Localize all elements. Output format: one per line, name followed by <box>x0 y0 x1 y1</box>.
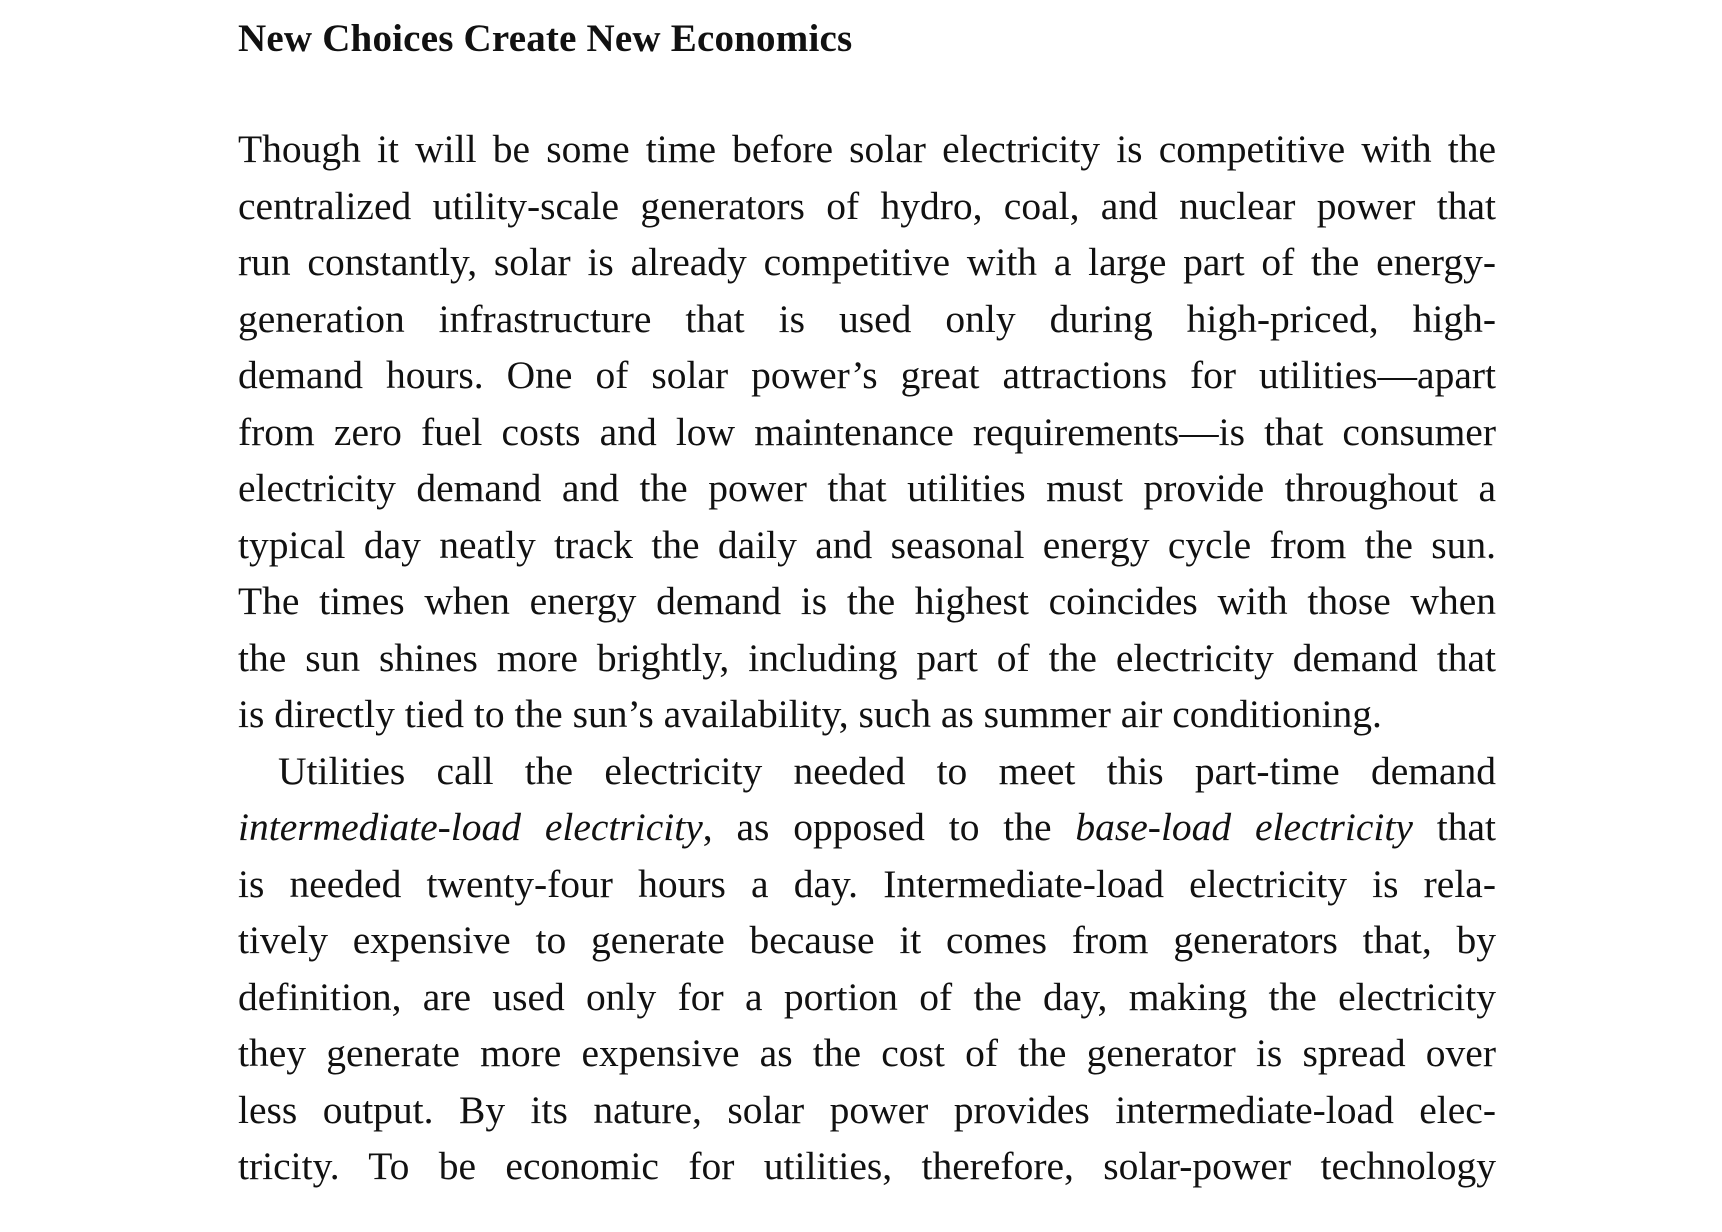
paragraph-1-line: electricity demand and the power that utilities must provide throughout a <box>238 466 1496 510</box>
paragraph-1-line: run constantly, solar is already competitive with a large part of the energy- <box>238 240 1496 284</box>
paragraph-2-text: that <box>1412 805 1496 849</box>
paragraph-1-line: demand hours. One of solar power’s great attractions for utilities—apart <box>238 353 1496 397</box>
paragraph-1-line: is directly tied to the sun’s availability, such as summer air conditioning. <box>238 692 1382 736</box>
paragraph-2-line <box>238 799 1496 856</box>
paragraph-1-line: The times when energy demand is the highest coincides with those when <box>238 579 1496 623</box>
term-intermediate-load: intermediate-load electricity <box>238 805 703 849</box>
paragraph-1-line: generation infrastructure that is used only during high-priced, high- <box>238 296 1496 341</box>
document-page <box>238 0 1496 1195</box>
paragraph-2 <box>238 743 1496 1195</box>
paragraph-1-line: typical day neatly track the daily and seasonal energy cycle from the sun. <box>238 522 1496 567</box>
term-base-load: base-load electricity <box>1075 805 1413 849</box>
paragraph-2-line: Utilities call the electricity needed to meet this part-time demand <box>278 748 1496 793</box>
paragraph-1-line: centralized utility-scale generators of hydro, coal, and nuclear power that <box>238 183 1496 228</box>
paragraph-1 <box>238 121 1496 743</box>
paragraph-2-text: , as opposed to the <box>702 805 1076 849</box>
paragraph-1-line: the sun shines more brightly, including part of the electricity demand that <box>238 635 1496 680</box>
paragraph-1-line: from zero fuel costs and low maintenance requirements—is that consumer <box>238 409 1496 454</box>
paragraph-2-line: tively expensive to generate because it comes from generators that, by <box>238 918 1496 962</box>
paragraph-2-line: definition, are used only for a portion of the day, making the electricity <box>238 974 1496 1019</box>
paragraph-1-line: Though it will be some time before solar electricity is competitive with the <box>238 127 1496 171</box>
paragraph-2-line: is needed twenty-four hours a day. Intermediate-load electricity is rela- <box>238 861 1496 906</box>
paragraph-2-line: less output. By its nature, solar power provides intermediate-load elec- <box>238 1087 1496 1132</box>
paragraph-2-line: they generate more expensive as the cost of the generator is spread over <box>238 1031 1496 1075</box>
section-heading: New Choices Create New Economics <box>238 17 853 60</box>
paragraph-2-line: tricity. To be economic for utilities, therefore, solar-power technology <box>238 1144 1496 1188</box>
